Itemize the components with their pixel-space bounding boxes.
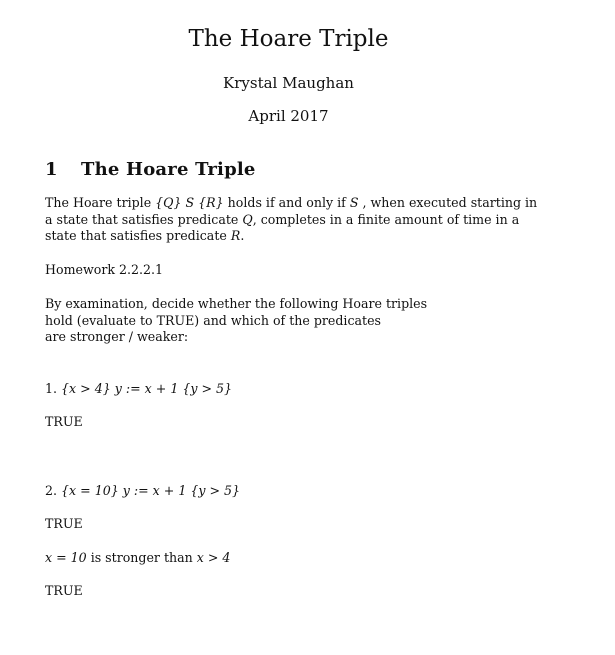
section-number: 1 [45,159,58,180]
exercise-result-1: TRUE [45,414,83,429]
definition-text-3: , when executed starting in a state that satisfies predicate [45,195,538,227]
definition-math-r: R [230,228,241,243]
strength-comparison [45,550,230,566]
exercise-result-2: TRUE [45,516,83,531]
definition-paragraph [45,195,545,245]
definition-text-5: . [240,228,245,243]
document-author: Krystal Maughan [223,74,354,92]
comparison-left: x = 10 [45,550,87,565]
instructions-paragraph [45,296,465,346]
definition-math-s: S [349,195,359,210]
comparison-result: TRUE [45,583,83,598]
section-title: The Hoare Triple [81,159,256,180]
definition-math-q: Q [242,211,253,227]
definition-math-triple: {Q} S {R} [155,195,224,210]
homework-label: Homework 2.2.2.1 [45,262,164,277]
section-heading [45,156,256,184]
exercise-number: 1. [45,381,58,396]
instructions-line-1: By examination, decide whether the following Hoare triples [45,296,428,311]
exercise-item-2 [45,483,240,499]
instructions-line-2: hold (evaluate to TRUE) and which of the predicates [45,312,381,328]
document-date: April 2017 [248,107,329,125]
exercise-item-1 [45,381,232,397]
hoare-triple: {x = 10} y := x + 1 {y > 5} [61,483,241,498]
definition-text-2: holds if and only if [223,195,350,210]
definition-text-1: The Hoare triple [45,195,156,210]
instructions-line-3: are stronger / weaker: [45,329,189,344]
definition-text-4: , completes in a finite amount of time in a state that satisfies predicate [45,211,520,243]
document-title: The Hoare Triple [188,26,389,52]
exercise-number: 2. [45,483,58,498]
comparison-right: x > 4 [196,550,231,565]
comparison-text: is stronger than [86,550,197,565]
hoare-triple: {x > 4} y := x + 1 {y > 5} [61,381,233,396]
